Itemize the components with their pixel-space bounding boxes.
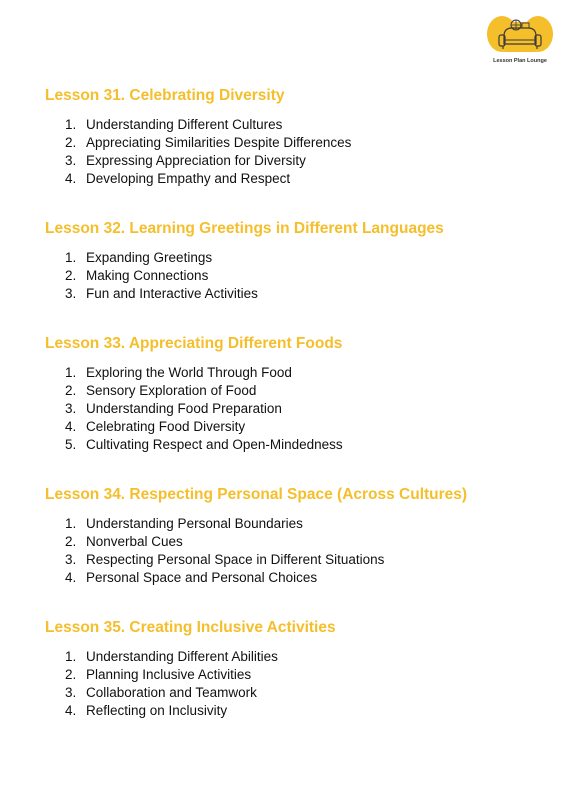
- lesson-section: [45, 485, 545, 587]
- topic-item: [45, 551, 545, 569]
- topic-text: Exploring the World Through Food: [86, 365, 292, 380]
- topic-text: Cultivating Respect and Open-Mindedness: [86, 437, 343, 452]
- topic-number: 5.: [65, 437, 77, 452]
- topic-number: 1.: [65, 649, 77, 664]
- lesson-title: Lesson 31. Celebrating Diversity: [45, 87, 285, 104]
- brand-logo: [484, 14, 556, 68]
- topic-number: 3.: [65, 153, 77, 168]
- lesson-section: [45, 219, 545, 303]
- topic-text: Sensory Exploration of Food: [86, 383, 257, 398]
- lesson-title: Lesson 33. Appreciating Different Foods: [45, 335, 343, 352]
- topic-number: 4.: [65, 419, 77, 434]
- topic-number: 1.: [65, 365, 77, 380]
- topic-item: [45, 533, 545, 551]
- topic-number: 1.: [65, 516, 77, 531]
- topic-text: Expressing Appreciation for Diversity: [86, 153, 306, 168]
- topic-item: [45, 134, 545, 152]
- topic-item: [45, 116, 545, 134]
- topic-text: Making Connections: [86, 268, 209, 283]
- topic-item: [45, 666, 545, 684]
- topic-text: Expanding Greetings: [86, 250, 213, 265]
- topic-text: Celebrating Food Diversity: [86, 419, 246, 434]
- lesson-title: Lesson 35. Creating Inclusive Activities: [45, 619, 336, 636]
- topic-text: Understanding Food Preparation: [86, 401, 282, 416]
- topic-number: 3.: [65, 286, 77, 301]
- topic-number: 4.: [65, 171, 77, 186]
- topic-item: [45, 648, 545, 666]
- topic-text: Understanding Different Cultures: [86, 117, 283, 132]
- brand-name: Lesson Plan Lounge: [493, 58, 547, 64]
- topic-text: Collaboration and Teamwork: [86, 685, 257, 700]
- lesson-list: [45, 86, 545, 751]
- topic-number: 1.: [65, 117, 77, 132]
- topic-item: [45, 436, 545, 454]
- lesson-section: [45, 618, 545, 720]
- topic-item: [45, 285, 545, 303]
- topic-item: [45, 152, 545, 170]
- topic-number: 2.: [65, 268, 77, 283]
- topic-item: [45, 702, 545, 720]
- topic-text: Understanding Personal Boundaries: [86, 516, 303, 531]
- topic-number: 4.: [65, 703, 77, 718]
- topic-number: 2.: [65, 383, 77, 398]
- topic-item: [45, 418, 545, 436]
- topic-item: [45, 382, 545, 400]
- topic-number: 4.: [65, 570, 77, 585]
- topic-item: [45, 684, 545, 702]
- topic-item: [45, 400, 545, 418]
- topic-number: 2.: [65, 135, 77, 150]
- sofa-icon: [486, 14, 554, 56]
- topic-number: 3.: [65, 552, 77, 567]
- topic-text: Reflecting on Inclusivity: [86, 703, 228, 718]
- lesson-section: [45, 86, 545, 188]
- topic-text: Understanding Different Abilities: [86, 649, 278, 664]
- topic-text: Personal Space and Personal Choices: [86, 570, 318, 585]
- topic-list: [45, 648, 545, 720]
- topic-list: [45, 364, 545, 454]
- topic-item: [45, 170, 545, 188]
- topic-text: Respecting Personal Space in Different Situations: [86, 552, 385, 567]
- topic-number: 2.: [65, 667, 77, 682]
- topic-text: Appreciating Similarities Despite Differences: [86, 135, 352, 150]
- topic-list: [45, 116, 545, 188]
- topic-list: [45, 515, 545, 587]
- lesson-title: Lesson 32. Learning Greetings in Different Languages: [45, 220, 444, 237]
- topic-number: 1.: [65, 250, 77, 265]
- topic-text: Nonverbal Cues: [86, 534, 183, 549]
- topic-number: 3.: [65, 401, 77, 416]
- topic-item: [45, 267, 545, 285]
- topic-list: [45, 249, 545, 303]
- lesson-section: [45, 334, 545, 454]
- topic-text: Fun and Interactive Activities: [86, 286, 258, 301]
- topic-item: [45, 515, 545, 533]
- topic-item: [45, 364, 545, 382]
- topic-item: [45, 249, 545, 267]
- topic-number: 3.: [65, 685, 77, 700]
- topic-item: [45, 569, 545, 587]
- topic-text: Developing Empathy and Respect: [86, 171, 291, 186]
- lesson-title: Lesson 34. Respecting Personal Space (Across Cultures): [45, 486, 468, 503]
- topic-text: Planning Inclusive Activities: [86, 667, 252, 682]
- topic-number: 2.: [65, 534, 77, 549]
